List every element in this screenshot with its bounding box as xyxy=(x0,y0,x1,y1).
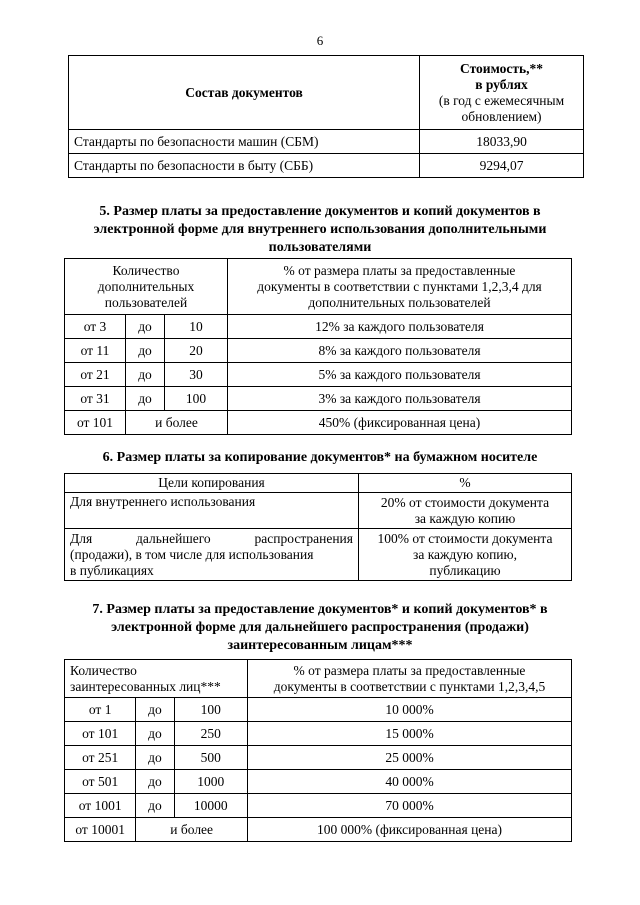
percent-line: 100% от стоимости документа xyxy=(377,530,553,546)
percent-line: 20% от стоимости документа xyxy=(380,494,550,510)
header-percent xyxy=(228,259,572,315)
table-header-row xyxy=(65,259,572,315)
range-to-word: до xyxy=(126,315,165,339)
document-name: Стандарты по безопасности в быту (СББ) xyxy=(69,154,420,178)
heading-line: заинтересованным лицам*** xyxy=(227,638,413,653)
header-line: документы в соответствии с пунктами 1,2,3,4,5 xyxy=(273,678,546,694)
header-persons-count xyxy=(65,660,248,698)
table-row xyxy=(65,315,572,339)
table-row xyxy=(65,698,572,722)
percent-value: 12% за каждого пользователя xyxy=(228,315,572,339)
header-percent xyxy=(248,660,572,698)
table-row xyxy=(65,387,572,411)
heading-line: пользователями xyxy=(268,240,372,255)
header-percent: % xyxy=(359,474,572,493)
table-row xyxy=(65,493,572,529)
copy-purpose xyxy=(65,529,359,581)
range-from: от 101 xyxy=(65,411,126,435)
heading-line: 7. Размер платы за предоставление документов* и копий документов* в xyxy=(92,602,548,617)
additional-users-table xyxy=(64,258,572,435)
table-row xyxy=(65,411,572,435)
section-7-heading xyxy=(60,601,580,655)
header-line: заинтересованных лиц*** xyxy=(70,678,221,694)
range-to: 500 xyxy=(174,746,247,770)
table-row xyxy=(65,722,572,746)
range-to: 10000 xyxy=(174,794,247,818)
table-row xyxy=(65,339,572,363)
header-line: дополнительных пользователей xyxy=(308,294,491,310)
percent-value: 25 000% xyxy=(248,746,572,770)
range-to: 1000 xyxy=(174,770,247,794)
header-line: дополнительных xyxy=(97,278,195,294)
range-from: от 10001 xyxy=(65,818,136,842)
range-to-word: до xyxy=(126,363,165,387)
paper-copy-table xyxy=(64,473,572,581)
table-row xyxy=(65,746,572,770)
percent-line: за каждую копию xyxy=(414,510,516,526)
copy-percent xyxy=(359,529,572,581)
percent-value: 8% за каждого пользователя xyxy=(228,339,572,363)
range-to: 20 xyxy=(165,339,228,363)
range-to-word: до xyxy=(126,339,165,363)
range-from: от 1001 xyxy=(65,794,136,818)
purpose-line: Для дальнейшего распространения xyxy=(70,530,353,546)
page-number: 6 xyxy=(316,33,324,48)
percent-value: 100 000% (фиксированная цена) xyxy=(248,818,572,842)
range-to-word: до xyxy=(126,387,165,411)
header-line: документы в соответствии с пунктами 1,2,3,4 для xyxy=(257,278,542,294)
table-header-row xyxy=(65,474,572,493)
range-to-word: до xyxy=(136,698,174,722)
header-price-line3: (в год с ежемесячным xyxy=(438,92,565,108)
range-to-word: до xyxy=(136,770,174,794)
range-open-end: и более xyxy=(136,818,248,842)
documents-price-table xyxy=(68,55,584,178)
table-row xyxy=(65,770,572,794)
percent-line: за каждую копию, xyxy=(413,546,517,562)
percent-value: 15 000% xyxy=(248,722,572,746)
header-price xyxy=(420,56,584,130)
table-row xyxy=(65,529,572,581)
section-5-heading xyxy=(60,203,580,257)
document-price: 9294,07 xyxy=(420,154,584,178)
range-open-end: и более xyxy=(126,411,228,435)
range-from: от 21 xyxy=(65,363,126,387)
range-to-word: до xyxy=(136,722,174,746)
percent-value: 5% за каждого пользователя xyxy=(228,363,572,387)
percent-value: 70 000% xyxy=(248,794,572,818)
header-price-line2: в рублях xyxy=(475,76,528,92)
table-row xyxy=(65,363,572,387)
header-users-count xyxy=(65,259,228,315)
table-header-row xyxy=(69,56,584,130)
percent-value: 40 000% xyxy=(248,770,572,794)
copy-purpose: Для внутреннего использования xyxy=(65,493,359,529)
table-row xyxy=(65,818,572,842)
purpose-line: (продажи), в том числе для использования xyxy=(70,546,314,562)
header-price-line4: обновлением) xyxy=(461,108,542,124)
range-to: 100 xyxy=(165,387,228,411)
range-to: 100 xyxy=(174,698,247,722)
range-from: от 1 xyxy=(65,698,136,722)
heading-line: электронной форме для внутреннего использования дополнительными xyxy=(93,222,547,237)
range-from: от 101 xyxy=(65,722,136,746)
table-row xyxy=(69,154,584,178)
table-row xyxy=(65,794,572,818)
document-price: 18033,90 xyxy=(420,130,584,154)
range-from: от 251 xyxy=(65,746,136,770)
header-line: пользователей xyxy=(104,294,188,310)
distribution-table xyxy=(64,659,572,842)
range-from: от 3 xyxy=(65,315,126,339)
table-row xyxy=(69,130,584,154)
document-name: Стандарты по безопасности машин (СБМ) xyxy=(69,130,420,154)
header-line: % от размера платы за предоставленные xyxy=(283,262,516,278)
header-price-line1: Стоимость,** xyxy=(460,60,543,76)
percent-line: публикацию xyxy=(429,562,501,578)
header-line: Количество xyxy=(70,662,137,678)
heading-line: электронной форме для дальнейшего распространения (продажи) xyxy=(111,620,529,635)
table-header-row xyxy=(65,660,572,698)
percent-value: 450% (фиксированная цена) xyxy=(228,411,572,435)
header-line: Количество xyxy=(112,262,180,278)
range-to: 30 xyxy=(165,363,228,387)
range-to-word: до xyxy=(136,746,174,770)
header-line: % от размера платы за предоставленные xyxy=(293,662,526,678)
range-to: 10 xyxy=(165,315,228,339)
range-to: 250 xyxy=(174,722,247,746)
section-6-heading: 6. Размер платы за копирование документов* на бумажном носителе xyxy=(102,450,538,465)
header-documents: Состав документов xyxy=(69,56,420,130)
range-from: от 31 xyxy=(65,387,126,411)
range-from: от 501 xyxy=(65,770,136,794)
copy-percent xyxy=(359,493,572,529)
percent-value: 10 000% xyxy=(248,698,572,722)
heading-line: 5. Размер платы за предоставление документов и копий документов в xyxy=(99,204,541,219)
percent-value: 3% за каждого пользователя xyxy=(228,387,572,411)
header-purpose: Цели копирования xyxy=(65,474,359,493)
purpose-line: в публикациях xyxy=(70,562,154,578)
range-from: от 11 xyxy=(65,339,126,363)
range-to-word: до xyxy=(136,794,174,818)
